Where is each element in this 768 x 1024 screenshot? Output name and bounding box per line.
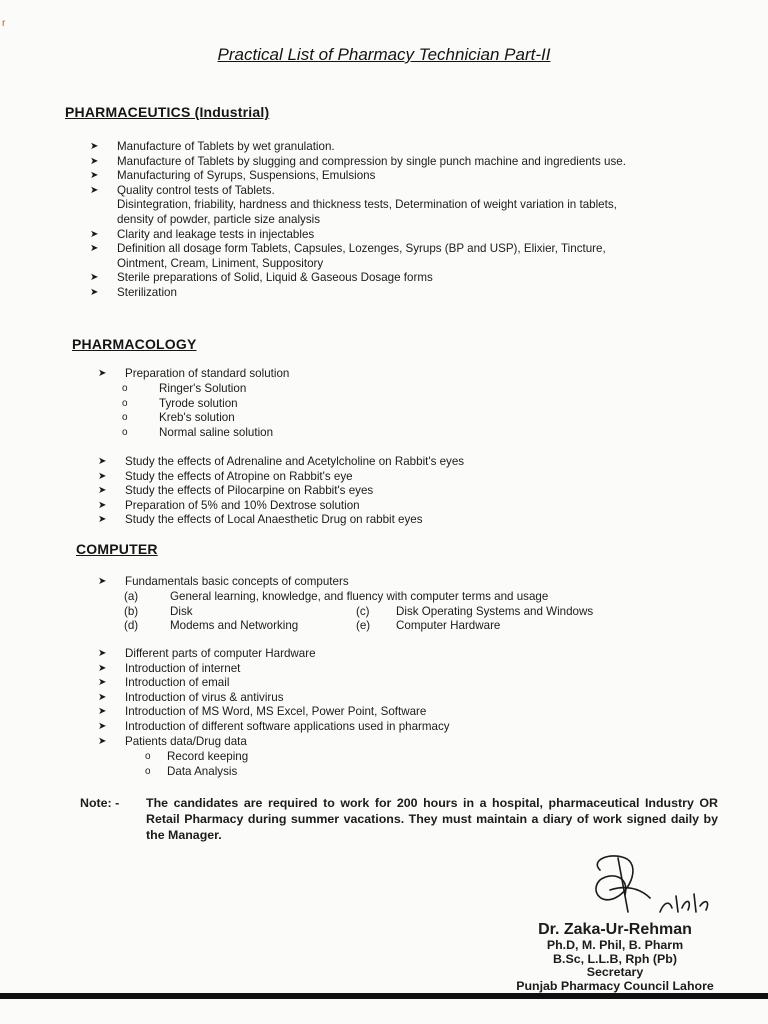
topic-mark: (d) <box>124 619 139 633</box>
qc-detail-line: density of powder, particle size analysis <box>117 212 320 226</box>
list-item: ➤ Clarity and leakage tests in injectables <box>90 227 315 241</box>
list-item: ➤ Study the effects of Adrenaline and Acetylcholine on Rabbit's eyes <box>98 455 465 468</box>
topic-mark: (c) <box>356 604 370 618</box>
topic-mark: (e) <box>356 619 371 633</box>
list-item: o Data Analysis <box>145 764 238 778</box>
computer-intro <box>98 575 698 590</box>
list-item: o Kreb's solution <box>122 411 235 425</box>
section-heading-pharmaceutics: PHARMACEUTICS (Industrial) <box>65 104 270 120</box>
arrow-bullet-icon: ➤ <box>98 456 107 467</box>
arrow-bullet-icon: ➤ <box>90 184 99 196</box>
arrow-bullet-icon: ➤ <box>98 514 107 526</box>
list-item: ➤ Preparation of standard solution <box>98 367 290 380</box>
list-item: ➤ Sterilization <box>90 285 177 299</box>
pharmacology-intro <box>98 367 698 382</box>
circle-bullet-icon: o <box>122 397 128 409</box>
computer-list <box>98 647 698 749</box>
signature-block <box>500 920 730 993</box>
arrow-bullet-icon: ➤ <box>90 286 99 298</box>
list-item: ➤ Definition all dosage form Tablets, Capsules, Lozenges, Syrups (BP and USP), Elixier, Tincture, Ointment, Cream, Liniment, Suppository <box>90 242 710 271</box>
pharmacology-studies <box>98 455 698 528</box>
circle-bullet-icon: o <box>145 751 151 762</box>
topic-mark: (b) <box>124 604 139 618</box>
topic-row <box>124 605 644 620</box>
arrow-bullet-icon: ➤ <box>90 170 99 182</box>
note-text: The candidates are required to work for 200 hours in a hospital, pharmaceutical Industry OR Retail Pharmacy during summer vacations. They must maintain a diary of work signed daily by the Manager. <box>146 796 718 842</box>
circle-bullet-icon: o <box>145 765 151 777</box>
solutions-list <box>122 382 622 440</box>
dosage-detail-line: Ointment, Cream, Liniment, Suppository <box>117 256 324 270</box>
qc-detail-line: Disintegration, friability, hardness and thickness tests, Determination of weight variation in tablets, <box>117 198 617 212</box>
patient-data-sublist <box>145 750 445 779</box>
list-item: o Tyrode solution <box>122 396 238 410</box>
list-item: ➤ Manufacture of Tablets by slugging and compression by single punch machine and ingredients use. <box>90 154 626 168</box>
arrow-bullet-icon: ➤ <box>98 648 107 659</box>
arrow-bullet-icon: ➤ <box>98 691 107 703</box>
arrow-bullet-icon: ➤ <box>98 720 107 732</box>
note-label: Note: - <box>80 796 120 810</box>
arrow-bullet-icon: ➤ <box>98 662 107 674</box>
topic-mark: (a) <box>124 590 139 603</box>
list-item: ➤ Introduction of different software applications used in pharmacy <box>98 719 450 733</box>
arrow-bullet-icon: ➤ <box>90 228 99 240</box>
signatory-name: Dr. Zaka-Ur-Rehman <box>538 921 692 938</box>
section-heading-pharmacology: PHARMACOLOGY <box>72 336 197 352</box>
list-item: o Normal saline solution <box>122 425 274 439</box>
arrow-bullet-icon: ➤ <box>98 485 107 497</box>
topic-text: Disk Operating Systems and Windows <box>396 604 594 618</box>
handwritten-signature-icon <box>570 850 730 930</box>
list-item: ➤ Study the effects of Atropine on Rabbit's eye <box>98 469 353 483</box>
arrow-bullet-icon: ➤ <box>90 272 99 284</box>
list-item: ➤ Sterile preparations of Solid, Liquid & Gaseous Dosage forms <box>90 271 433 285</box>
computer-topics-grid <box>124 590 644 634</box>
topic-row <box>124 590 644 605</box>
arrow-bullet-icon: ➤ <box>90 155 99 167</box>
arrow-bullet-icon: ➤ <box>98 470 107 482</box>
arrow-bullet-icon: ➤ <box>98 368 107 379</box>
arrow-bullet-icon: ➤ <box>90 141 99 152</box>
list-item: ➤ Introduction of MS Word, MS Excel, Power Point, Software <box>98 705 427 719</box>
signatory-organization: Punjab Pharmacy Council Lahore <box>516 978 714 993</box>
arrow-bullet-icon: ➤ <box>90 243 99 255</box>
list-item: ➤ Manufacture of Tablets by wet granulation. <box>90 140 335 153</box>
list-item: ➤ Introduction of internet <box>98 661 241 675</box>
arrow-bullet-icon: ➤ <box>98 677 107 689</box>
section-heading-computer: COMPUTER <box>76 541 158 557</box>
topic-text: Modems and Networking <box>170 619 299 633</box>
topic-text: Disk <box>170 604 193 618</box>
topic-text: Computer Hardware <box>396 619 501 633</box>
arrow-bullet-icon: ➤ <box>98 735 107 747</box>
list-item: ➤ Study the effects of Local Anaesthetic Drug on rabbit eyes <box>98 513 423 527</box>
list-item: ➤ Fundamentals basic concepts of computers <box>98 575 349 588</box>
list-item: ➤ Study the effects of Pilocarpine on Rabbit's eyes <box>98 484 374 498</box>
list-item: ➤ Different parts of computer Hardware <box>98 647 316 660</box>
scan-edge-bar <box>0 993 768 999</box>
pharmaceutics-list <box>90 140 710 301</box>
list-item: ➤ Preparation of 5% and 10% Dextrose solution <box>98 498 360 512</box>
qualifications-line: B.Sc, L.L.B, Rph (Pb) <box>553 951 677 966</box>
page-title: Practical List of Pharmacy Technician Part-II <box>217 45 551 64</box>
circle-bullet-icon: o <box>122 412 128 424</box>
list-item: ➤ Introduction of email <box>98 676 230 690</box>
list-item: o Record keeping <box>145 750 249 763</box>
list-item: ➤ Patients data/Drug data <box>98 734 247 748</box>
arrow-bullet-icon: ➤ <box>98 576 107 587</box>
list-item: ➤ Manufacturing of Syrups, Suspensions, Emulsions <box>90 169 376 183</box>
signatory-role: Secretary <box>586 965 644 979</box>
list-item: ➤ Quality control tests of Tablets. Disintegration, friability, hardness and thickness tests, Determination of weight variation in tablets, density of powder, particle size analysis <box>90 184 710 228</box>
list-item: ➤ Introduction of virus & antivirus <box>98 690 284 704</box>
circle-bullet-icon: o <box>122 383 128 394</box>
circle-bullet-icon: o <box>122 426 128 438</box>
topic-row <box>124 619 644 634</box>
list-item: o Ringer's Solution <box>122 382 247 395</box>
arrow-bullet-icon: ➤ <box>98 706 107 718</box>
corner-mark: r <box>2 18 6 29</box>
arrow-bullet-icon: ➤ <box>98 499 107 511</box>
qualifications-line: Ph.D, M. Phil, B. Pharm <box>546 938 684 952</box>
topic-text: General learning, knowledge, and fluency with computer terms and usage <box>170 590 549 603</box>
